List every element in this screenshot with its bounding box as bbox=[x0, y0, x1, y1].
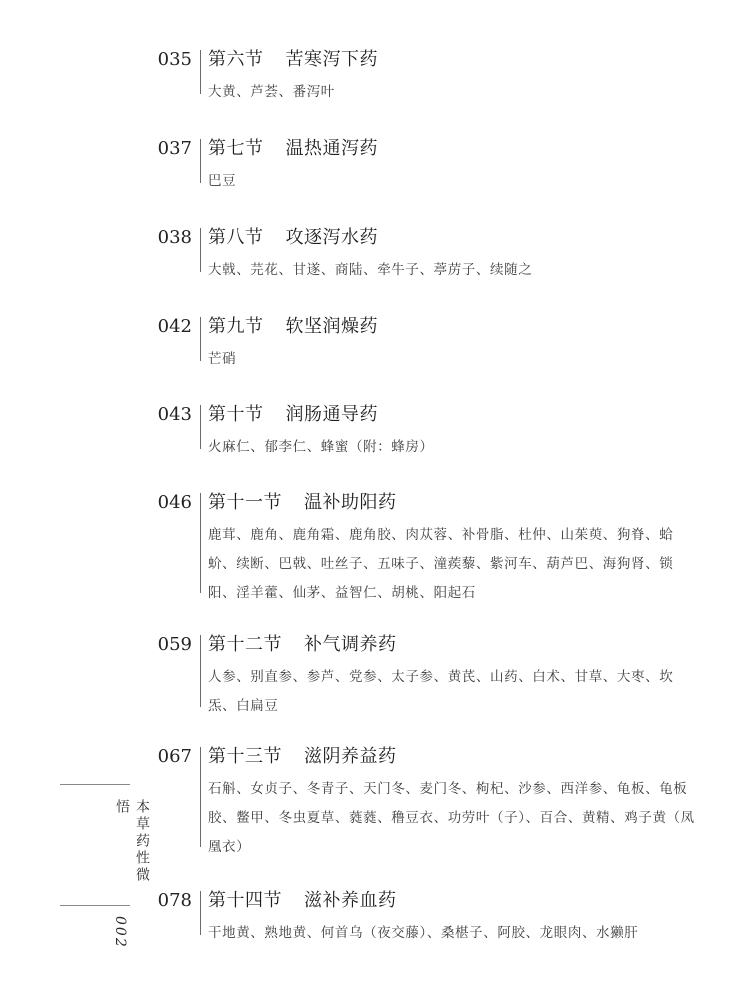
section-title: 攻逐泻水药 bbox=[285, 227, 378, 248]
entry-heading bbox=[208, 745, 708, 769]
entry-heading bbox=[208, 889, 708, 913]
entry-page-number: 035 bbox=[157, 49, 192, 70]
section-number: 第九节 bbox=[208, 316, 264, 337]
entry-divider bbox=[200, 50, 201, 94]
herb-list: 火麻仁、郁李仁、蜂蜜（附：蜂房） bbox=[208, 439, 434, 455]
herb-list: 鹿茸、鹿角、鹿角霜、鹿角胶、肉苁蓉、补骨脂、杜仲、山茱萸、狗脊、蛤蚧、续断、巴戟、吐丝子、五味子、潼蒺藜、紫河车、葫芦巴、海狗肾、锁阳、淫羊藿、仙茅、益智仁、胡桃、阳起石 bbox=[208, 527, 674, 601]
entry-page-number: 046 bbox=[157, 492, 192, 513]
section-number: 第七节 bbox=[208, 138, 264, 159]
sidebar-rule-bottom bbox=[60, 905, 130, 906]
entry-divider bbox=[200, 747, 201, 847]
toc-entry[interactable] bbox=[150, 403, 710, 455]
herb-list: 人参、别直参、参芦、党参、太子参、黄芪、山药、白术、甘草、大枣、坎炁、白扁豆 bbox=[208, 669, 674, 714]
section-number: 第十一节 bbox=[208, 492, 282, 513]
toc-entry[interactable] bbox=[150, 226, 710, 278]
sidebar-rule-top bbox=[60, 784, 130, 785]
entry-page-number: 078 bbox=[157, 890, 192, 911]
herb-list: 巴豆 bbox=[208, 173, 237, 189]
entry-heading bbox=[208, 48, 708, 72]
toc-entry[interactable] bbox=[150, 137, 710, 189]
entry-heading bbox=[208, 403, 708, 427]
herb-list: 大黄、芦荟、番泻叶 bbox=[208, 84, 335, 100]
section-number: 第十三节 bbox=[208, 746, 282, 767]
entry-heading bbox=[208, 491, 708, 515]
entry-page-number: 067 bbox=[157, 746, 192, 767]
entry-heading bbox=[208, 633, 708, 657]
toc-entry[interactable] bbox=[150, 633, 710, 713]
toc-entry[interactable] bbox=[150, 315, 710, 367]
toc-entry[interactable] bbox=[150, 48, 710, 100]
entry-divider bbox=[200, 317, 201, 361]
herb-list: 大戟、芫花、甘遂、商陆、牵牛子、葶苈子、续随之 bbox=[208, 262, 533, 278]
section-title: 温补助阳药 bbox=[304, 492, 397, 513]
toc-entry[interactable] bbox=[150, 491, 710, 599]
entry-page-number: 037 bbox=[157, 138, 192, 159]
herb-list: 干地黄、熟地黄、何首乌（夜交藤）、桑椹子、阿胶、龙眼肉、水獭肝 bbox=[208, 925, 639, 941]
entry-page-number: 042 bbox=[157, 316, 192, 337]
entry-divider bbox=[200, 405, 201, 449]
toc-entry[interactable] bbox=[150, 889, 710, 941]
entry-heading bbox=[208, 137, 708, 161]
entry-divider bbox=[200, 493, 201, 593]
entry-page-number: 038 bbox=[157, 227, 192, 248]
entry-divider bbox=[200, 139, 201, 183]
section-number: 第十二节 bbox=[208, 634, 282, 655]
running-sidebar bbox=[60, 784, 150, 949]
section-number: 第六节 bbox=[208, 49, 264, 70]
section-title: 滋补养血药 bbox=[304, 890, 397, 911]
herb-list: 石斛、女贞子、冬青子、天门冬、麦门冬、枸杞、沙参、西洋参、龟板、龟板胶、鳖甲、冬虫夏草、蕤蕤、穞豆衣、功劳叶（子）、百合、黄精、鸡子黄（凤凰衣） bbox=[208, 781, 695, 855]
section-title: 补气调养药 bbox=[304, 634, 397, 655]
section-title: 滋阴养益药 bbox=[304, 746, 397, 767]
entry-page-number: 043 bbox=[157, 404, 192, 425]
folio-number: 002 bbox=[112, 916, 128, 949]
toc-entry[interactable] bbox=[150, 745, 710, 853]
entry-divider bbox=[200, 228, 201, 272]
section-title: 润肠通导药 bbox=[285, 404, 378, 425]
herb-list: 芒硝 bbox=[208, 351, 237, 367]
section-number: 第八节 bbox=[208, 227, 264, 248]
section-number: 第十节 bbox=[208, 404, 264, 425]
book-title: 本草药性微悟 bbox=[114, 799, 150, 884]
entry-divider bbox=[200, 891, 201, 935]
section-title: 软坚润燥药 bbox=[285, 316, 378, 337]
section-title: 苦寒泻下药 bbox=[285, 49, 378, 70]
entry-divider bbox=[200, 635, 201, 707]
section-number: 第十四节 bbox=[208, 890, 282, 911]
section-title: 温热通泻药 bbox=[285, 138, 378, 159]
entry-heading bbox=[208, 226, 708, 250]
entry-page-number: 059 bbox=[157, 634, 192, 655]
entry-heading bbox=[208, 315, 708, 339]
